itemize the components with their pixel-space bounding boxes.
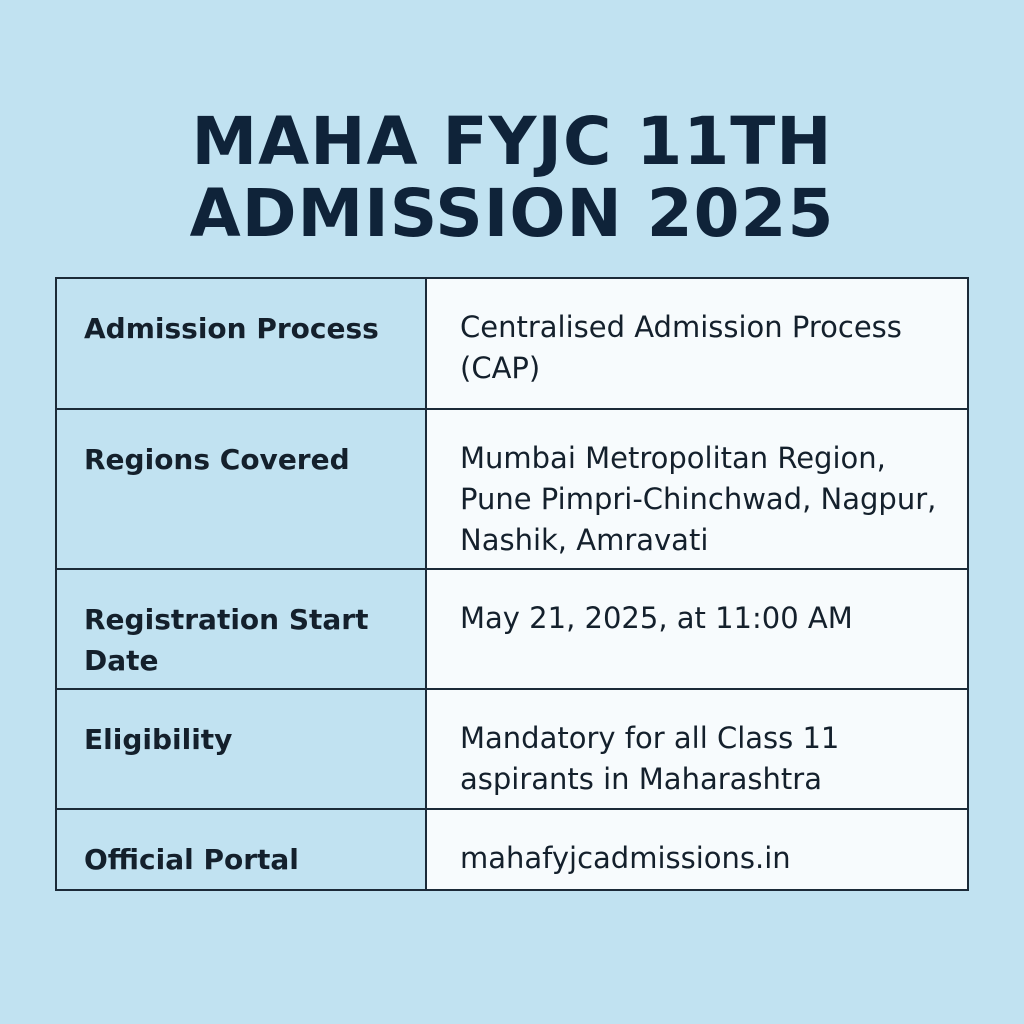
table-row-regions-covered <box>56 409 968 569</box>
row-label: Regions Covered <box>56 409 426 569</box>
row-label: Registration Start Date <box>56 569 426 689</box>
official-portal-link[interactable]: mahafyjcadmissions.in <box>426 809 968 890</box>
row-value: May 21, 2025, at 11:00 AM <box>426 569 968 689</box>
row-label: Admission Process <box>56 278 426 409</box>
row-value: Mumbai Metropolitan Region, Pune Pimpri-Chinchwad, Nagpur, Nashik, Amravati <box>426 409 968 569</box>
admission-info-table <box>55 277 969 891</box>
row-value: Centralised Admission Process (CAP) <box>426 278 968 409</box>
row-label: Eligibility <box>56 689 426 809</box>
table-row-registration-start-date <box>56 569 968 689</box>
table-row-official-portal <box>56 809 968 890</box>
title-line-1: MAHA FYJC 11TH <box>191 103 833 181</box>
row-value: Mandatory for all Class 11 aspirants in Maharashtra <box>426 689 968 809</box>
row-label: Official Portal <box>56 809 426 890</box>
table-row-admission-process <box>56 278 968 409</box>
title-line-2: ADMISSION 2025 <box>189 175 835 253</box>
table-row-eligibility <box>56 689 968 809</box>
page-title <box>0 103 1024 253</box>
